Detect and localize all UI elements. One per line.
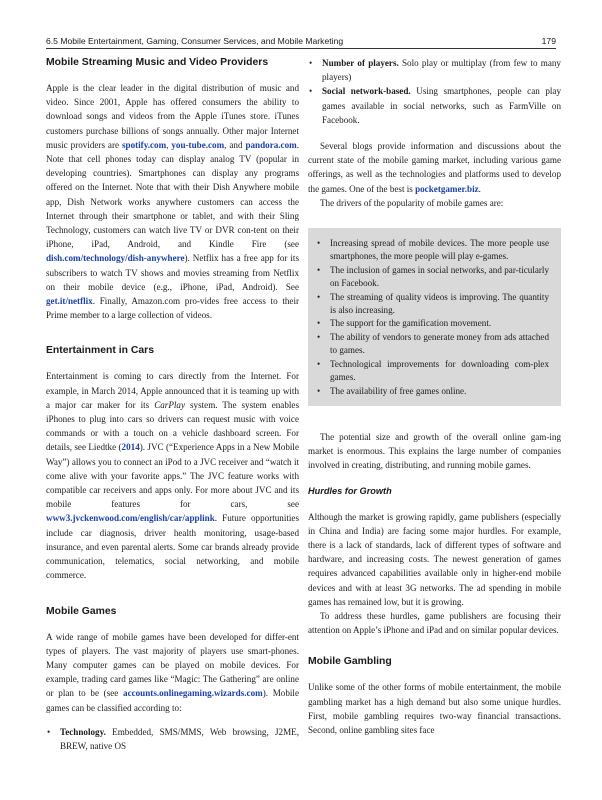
header-rule [46, 48, 556, 49]
link-pocketgamer[interactable]: pocketgamer.biz [415, 183, 479, 194]
list-item: • The support for the gamification movement. [316, 317, 549, 330]
list-item: • The availability of free games online. [316, 385, 549, 398]
section-title: 6.5 Mobile Entertainment, Gaming, Consumer Services, and Mobile Marketing [46, 36, 344, 46]
link-onlinegaming[interactable]: accounts.onlinegaming.wizards.com [123, 688, 263, 699]
paragraph-gambling: Unlike some of the other forms of mobile entertainment, the mobile gambling market has a high demand but also some unique hurdles. First, mobile gambling requires two-way financial transactions. Second, online gambling sites face [308, 682, 561, 735]
paragraph-hurdles: Although the market is growing rapidly, game publishers (especially in China and India) are facing some major hurdles. For example, there is a lack of standards, lack of different types of software and hardware, and increasing costs. The newest generation of games requires advanced capabilities available only in higher-end mobile devices and with at least 3G networks. The ad spending in mobile games has remained low, but it is growing. [308, 511, 561, 607]
right-column [308, 56, 561, 737]
list-item: • The streaming of quality videos is improving. The quantity is also increasing. [316, 291, 549, 318]
heading-games: Mobile Games [46, 605, 117, 617]
link-pandora[interactable]: pandora.com [245, 139, 297, 150]
list-item: • Social network-based. Using smartphones, people can play games available in social networks, such as FarmVille on Facebook. [308, 84, 561, 127]
heading-cars: Entertainment in Cars [46, 345, 154, 357]
page-number: 179 [541, 36, 556, 46]
link-dish-anywhere[interactable]: dish.com/technology/dish-anywhere [46, 253, 185, 264]
link-jvc[interactable]: www3.jvckenwood.com/english/car/applink [46, 513, 215, 524]
list-item: • The ability of vendors to generate money from ads attached to games. [316, 331, 549, 358]
paragraph-games: A wide range of mobile games have been developed for differ-ent types of players. The vast majority of players use smart-phones. Many computer games can be played on mobile devices. For example, trading card games like “Magic: The Gathering” are online or plan to be (see accounts.onlinegaming.wizards.com). Mobile games can be classified according to: [46, 631, 299, 713]
paragraph-drivers-intro: The drivers of the popularity of mobile games are: [320, 197, 504, 208]
heading-hurdles: Hurdles for Growth [308, 485, 392, 496]
paragraph-blogs: Several blogs provide information and discussions about the current state of the mobile gaming market, including various game offerings, as well as the technologies and platforms used to develop the games. One of the best is pocketgamer.biz. [308, 141, 561, 194]
classification-list-continued [308, 56, 561, 127]
running-head [46, 36, 556, 46]
list-item: • Technology. Embedded, SMS/MMS, Web browsing, J2ME, BREW, native OS [46, 725, 299, 753]
list-item: • Number of players. Solo play or multiplay (from few to many players) [308, 56, 561, 84]
list-item: • The inclusion of games in social networks, and par-ticularly on Facebook. [316, 264, 549, 291]
drivers-box [308, 228, 561, 406]
drivers-list [316, 237, 549, 398]
heading-streaming: Mobile Streaming Music and Video Providers [46, 57, 269, 68]
classification-list [46, 725, 299, 753]
paragraph-address-hurdles: To address these hurdles, game publishers are focusing their attention on Apple’s iPhone and iPad and on similar popular devices. [308, 610, 561, 636]
heading-gambling: Mobile Gambling [308, 656, 392, 668]
citation-liedtke[interactable]: 2014 [121, 442, 140, 453]
list-item: • Increasing spread of mobile devices. The more people use smartphones, the more people will play e-games. [316, 237, 549, 264]
paragraph-market-size: The potential size and growth of the overall online gam-ing market is enormous. This explains the large number of companies involved in creating, distributing, and running mobile games. [308, 431, 561, 471]
paragraph-cars: Entertainment is coming to cars directly from the Internet. For example, in March 2014, Apple announced that it is teaming up with a major car maker for its CarPlay system. The system enables iPhones to plug into cars so drivers can request music with voice commands or with a touch on a vehicle dashboard screen. For details, see Liedtke (2014). JVC (“Experience Apps in a New Mobile Way”) allows you to connect an iPod to a JVC receiver and “watch it come alive with your favorite apps.” The JVC feature works with compatible car receivers and apps only. For more about JVC and its mobile features for cars, see www3.jvckenwood.com/english/car/applink. Future opportunities include car diagnosis, driver health monitoring, usage-based insurance, and even parental alerts. Some car brands already provide communication, telematics, social networking, and mobile commerce. [46, 371, 299, 581]
link-netflix[interactable]: get.it/netflix [46, 296, 93, 307]
link-spotify[interactable]: spotify.com [121, 139, 167, 150]
left-column [46, 56, 299, 753]
link-youtube[interactable]: you-tube.com [171, 139, 225, 150]
list-item: • Technological improvements for downloading com-plex games. [316, 358, 549, 385]
paragraph-streaming: Apple is the clear leader in the digital distribution of music and video. Since 2001, Apple has offered consumers the ability to download songs and videos from the Apple iTunes store. iTunes customers purchase billions of songs annually. Other major Internet music providers are spotify.com, you-tube.com, and pandora.com. Note that cell phones today can display analog TV (popular in developing countries). Smartphones can display any programs offered on the Internet. Note that with their Dish Anywhere mobile app, Dish Network works anywhere customers can access the Internet through their smartphone or tablet, and with their Sling Technology, customers can watch live TV or DVR con-tent on their iPhone, iPad, Android, and Kindle Fire (see dish.com/technology/dish-anywhere). Netflix has a free app for its subscribers to watch TV shows and movies streaming from Netflix on their mobile device (e.g., iPhone, iPad, Android). See get.it/netflix. Finally, Amazon.com pro-vides free access to their Prime member to a large collection of videos. [46, 83, 299, 321]
